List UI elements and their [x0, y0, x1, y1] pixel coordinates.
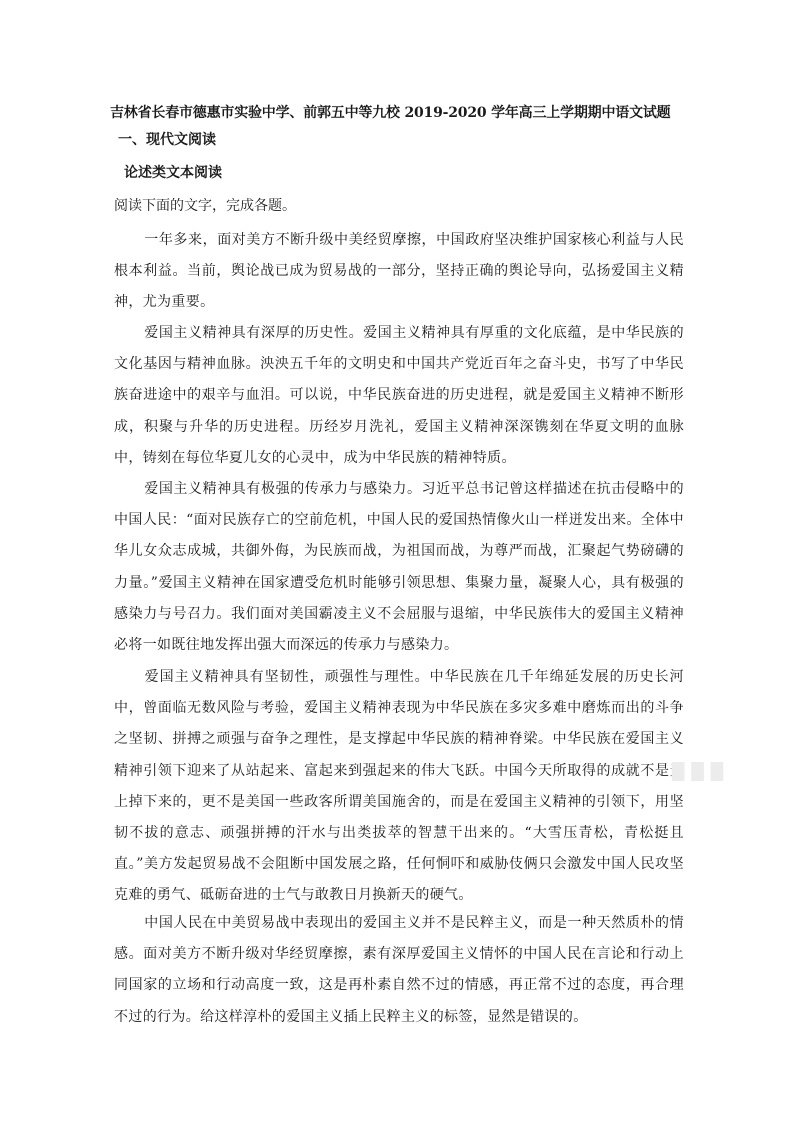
- paragraph-text: 爱国主义精神具有坚韧性，顽强性与理性。中华民族在几千年绵延发展的历史长河中，曾面临无数风险与考验，爱国主义精神表现为中华民族在多灾多难中磨炼而出的斗争之坚韧、拼搏之顽强与奋争之理性，是支撑起中华民族的精神脊梁。中华民族在爱国主义精神引领下迎来了从站起来、富起来到强起来的伟大飞跃。中国今天所取得的成就不是天上掉下来的，更不是美国一些政客所谓美国施舍的，而是在爱国主义精神的引领下，用坚韧不拔的意志、顽强拼搏的汗水与出类拔萃的智慧干出来的。“大雪压青松，青松挺且直。”美方发起贸易战不会阻断中国发展之路，任何恫吓和威胁伎俩只会激发中国人民攻坚克难的勇气、砥砺奋进的士气与敢教日月换新天的硬气。: [114, 669, 684, 904]
- document-title: 吉林省长春市德惠市实验中学、前郭五中等九校 2019-2020 学年高三上学期期中语文试题: [110, 105, 671, 121]
- section-heading-modern-reading: 一、现代文阅读: [118, 132, 216, 148]
- paragraph-3: [114, 474, 684, 661]
- paragraph-text: 一年多来，面对美方不断升级中美经贸摩擦，中国政府坚决维护国家核心利益与人民根本利益。当前，舆论战已成为贸易战的一部分，坚持正确的舆论导向，弘扬爱国主义精神，尤为重要。: [114, 232, 684, 311]
- paragraph-5: [114, 908, 684, 1033]
- reading-instruction: 阅读下面的文字，完成各题。: [114, 198, 296, 214]
- paragraph-text: 爱国主义精神具有极强的传承力与感染力。习近平总书记曾这样描述在抗击侵略中的中国人民：“面对民族存亡的空前危机，中国人民的爱国热情像火山一样迸发出来。全体中华儿女众志成城，共御外侮，为民族而战，为祖国而战，为尊严而战，汇聚起气势磅礴的力量。”爱国主义精神在国家遭受危机时能够引领思想、集聚力量，凝聚人心，具有极强的感染力与号召力。我们面对美国霸凌主义不会屈服与退缩，中华民族伟大的爱国主义精神必将一如既往地发挥出强大而深远的传承力与感染力。: [114, 481, 684, 654]
- paragraph-text: 中国人民在中美贸易战中表现出的爱国主义并不是民粹主义，而是一种天然质朴的情感。面对美方不断升级对华经贸摩擦，素有深厚爱国主义情怀的中国人民在言论和行动上同国家的立场和行动高度一致，这是再朴素自然不过的情感，再正常不过的态度，再合理不过的行为。给这样淳朴的爱国主义插上民粹主义的标签，显然是错误的。: [114, 915, 684, 1025]
- paragraph-1: [114, 225, 684, 319]
- paragraph-text: 爱国主义精神具有深厚的历史性。爱国主义精神具有厚重的文化底蕴，是中华民族的文化基因与精神血脉。泱泱五千年的文明史和中国共产党近百年之奋斗史，书写了中华民族奋进途中的艰辛与血泪。可以说，中华民族奋进的历史进程，就是爱国主义精神不断形成，积聚与升华的历史进程。历经岁月洗礼，爱国主义精神深深镌刻在华夏文明的血脉中，铸刻在每位华夏儿女的心灵中，成为中华民族的精神特质。: [114, 325, 684, 466]
- paragraph-4: [114, 662, 684, 912]
- paragraph-2: [114, 318, 684, 474]
- watermark-logo: █ █ █: [672, 762, 725, 781]
- section-heading-argumentative-text: 论述类文本阅读: [124, 165, 222, 181]
